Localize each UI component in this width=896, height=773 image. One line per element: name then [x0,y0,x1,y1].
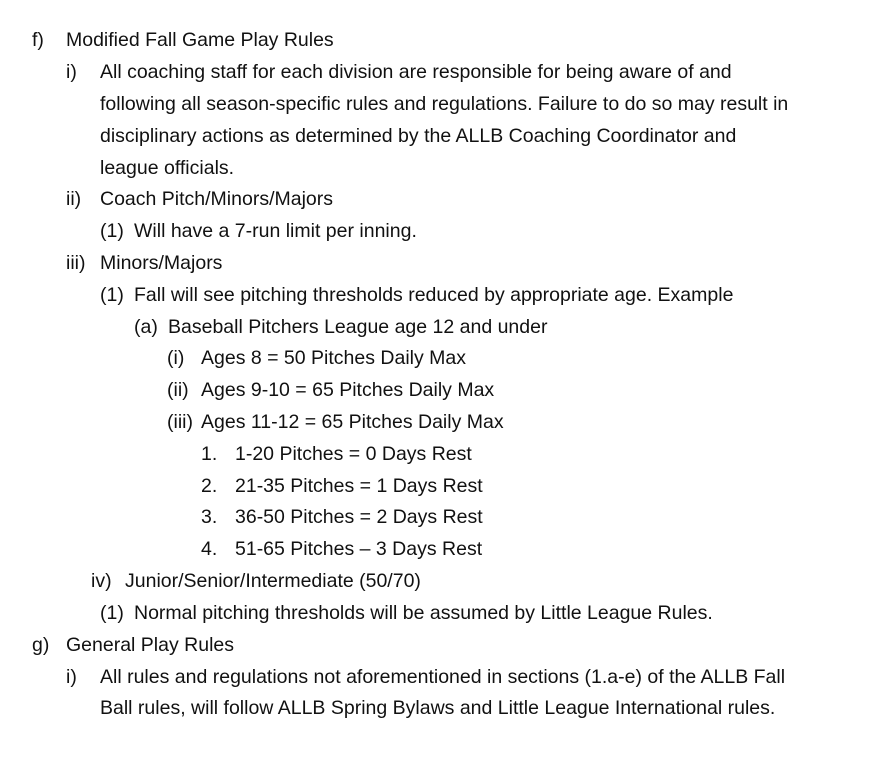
section-g-marker: g) [32,634,50,656]
section-f-i-line-1: All coaching staff for each division are responsible for being aware of and [100,61,732,83]
age-rule-ii-text: Ages 9-10 = 65 Pitches Daily Max [201,379,495,401]
age-rule-iii-marker: (iii) [167,411,193,433]
section-g-i-line-1: All rules and regulations not aforementioned in sections (1.a-e) of the ALLB Fall [100,666,786,688]
section-g-title: General Play Rules [66,634,234,656]
section-f-title: Modified Fall Game Play Rules [66,29,334,51]
section-f-iii-marker: iii) [66,252,86,274]
section-f-iv-title: Junior/Senior/Intermediate (50/70) [125,570,421,592]
section-f-i-line-4: league officials. [100,157,235,179]
section-f-iii-title: Minors/Majors [100,252,223,274]
section-f-iii-1-a-marker: (a) [134,316,158,338]
section-f-iii-1-a-text: Baseball Pitchers League age 12 and under [168,316,548,338]
age-rule-ii-marker: (ii) [167,379,189,401]
rest-rule-1-marker: 1. [201,443,218,465]
section-f-ii-1-marker: (1) [100,220,124,242]
section-f-iv-1-marker: (1) [100,602,124,624]
section-f-i-marker: i) [66,61,77,83]
section-f-iv-marker: iv) [91,570,112,592]
rest-rule-2-text: 21-35 Pitches = 1 Days Rest [235,475,483,497]
rest-rule-2-marker: 2. [201,475,218,497]
section-f-ii-title: Coach Pitch/Minors/Majors [100,188,333,210]
section-g-i-marker: i) [66,666,77,688]
section-f-ii-marker: ii) [66,188,82,210]
rest-rule-4-marker: 4. [201,538,218,560]
rest-rule-3-marker: 3. [201,506,218,528]
rest-rule-3-text: 36-50 Pitches = 2 Days Rest [235,506,483,528]
rest-rule-1-text: 1-20 Pitches = 0 Days Rest [235,443,472,465]
section-f-marker: f) [32,29,44,51]
section-f-i-line-2: following all season-specific rules and regulations. Failure to do so may result in [100,93,789,115]
section-f-iii-1-text: Fall will see pitching thresholds reduced by appropriate age. Example [134,284,734,306]
section-f-iii-1-marker: (1) [100,284,124,306]
section-f-ii-1-text: Will have a 7-run limit per inning. [134,220,417,242]
section-f-i-line-3: disciplinary actions as determined by the ALLB Coaching Coordinator and [100,125,737,147]
section-f-iv-1-text: Normal pitching thresholds will be assumed by Little League Rules. [134,602,713,624]
rest-rule-4-text: 51-65 Pitches – 3 Days Rest [235,538,483,560]
age-rule-iii-text: Ages 11-12 = 65 Pitches Daily Max [201,411,504,433]
section-g-i-line-2: Ball rules, will follow ALLB Spring Bylaws and Little League International rules. [100,697,776,719]
age-rule-i-text: Ages 8 = 50 Pitches Daily Max [201,347,467,369]
age-rule-i-marker: (i) [167,347,185,369]
